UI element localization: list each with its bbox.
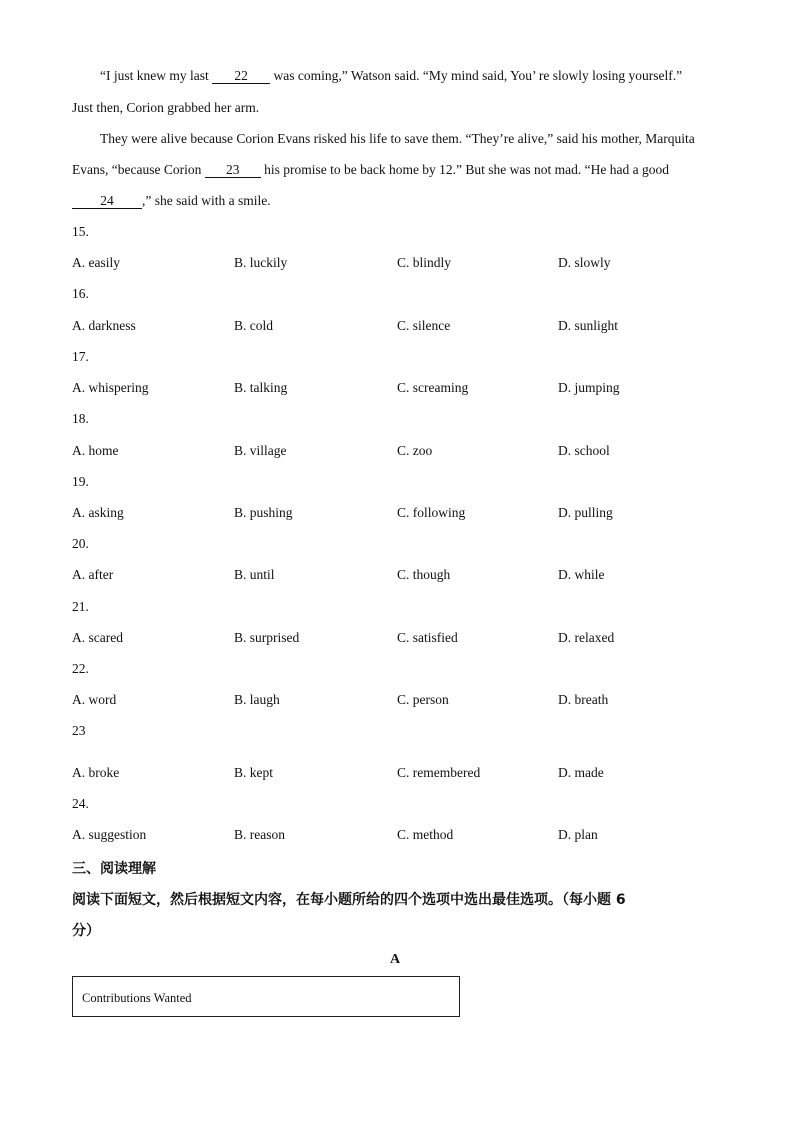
answer-option: B. luckily <box>234 255 288 270</box>
question-number: 18. <box>72 411 89 426</box>
answer-option: D. school <box>558 443 610 458</box>
blank-22: 22 <box>212 69 270 84</box>
answer-option: A. scared <box>72 630 123 645</box>
answer-option: A. darkness <box>72 318 136 333</box>
answer-option: C. blindly <box>397 255 452 270</box>
question-number: 16. <box>72 286 89 301</box>
question-number: 17. <box>72 349 89 364</box>
box-title: Contributions Wanted <box>82 991 192 1005</box>
blank-23: 23 <box>205 163 261 178</box>
question-number: 22. <box>72 661 89 676</box>
passage-text: his promise to be back home by 12.” But she was not mad. “He had a good <box>260 162 670 177</box>
answer-option: D. sunlight <box>558 318 619 333</box>
passage-line <box>100 68 682 84</box>
answer-option: D. pulling <box>558 505 613 520</box>
answer-option: B. reason <box>234 827 285 842</box>
answer-option: D. plan <box>558 827 598 842</box>
answer-option: B. until <box>234 567 275 582</box>
answer-option: C. method <box>397 827 454 842</box>
question-number: 19. <box>72 474 89 489</box>
answer-option: D. jumping <box>558 380 620 395</box>
question-number: 23 <box>72 723 86 738</box>
section-instruction-cont: 分） <box>72 923 100 939</box>
answer-option: D. relaxed <box>558 630 615 645</box>
answer-option: A. whispering <box>72 380 149 395</box>
answer-option: D. while <box>558 567 605 582</box>
passage-line: They were alive because Corion Evans risked his life to save them. “They’re alive,” said his mother, Marquita <box>100 131 695 146</box>
answer-option: B. village <box>234 443 287 458</box>
answer-option: A. home <box>72 443 119 458</box>
section-instruction: 阅读下面短文，然后根据短文内容，在每小题所给的四个选项中选出最佳选项。（每小题 6 <box>72 892 626 908</box>
answer-option: B. laugh <box>234 692 280 707</box>
answer-option: A. word <box>72 692 117 707</box>
answer-option: C. following <box>397 505 466 520</box>
question-number: 21. <box>72 599 89 614</box>
part-label: A <box>390 952 401 967</box>
answer-option: A. broke <box>72 765 120 780</box>
question-number: 20. <box>72 536 89 551</box>
answer-option: C. zoo <box>397 443 433 458</box>
answer-option: A. after <box>72 567 114 582</box>
answer-option: C. though <box>397 567 451 582</box>
answer-option: A. easily <box>72 255 120 270</box>
blank-24: 24 <box>72 194 142 209</box>
passage-text: “I just knew my last <box>100 68 213 83</box>
answer-option: D. slowly <box>558 255 611 270</box>
passage-text: was coming,” Watson said. “My mind said, You’ re slowly losing yourself.” <box>270 68 683 83</box>
passage-text: ,” she said with a smile. <box>142 193 271 208</box>
answer-option: D. breath <box>558 692 609 707</box>
answer-option: C. satisfied <box>397 630 458 645</box>
answer-option: C. person <box>397 692 449 707</box>
passage-text: Evans, “because Corion <box>72 162 205 177</box>
passage-line <box>72 193 271 209</box>
passage-line: Just then, Corion grabbed her arm. <box>72 100 260 115</box>
answer-option: C. screaming <box>397 380 469 395</box>
answer-option: B. pushing <box>234 505 293 520</box>
answer-option: D. made <box>558 765 604 780</box>
question-number: 15. <box>72 224 89 239</box>
answer-option: B. kept <box>234 765 273 780</box>
answer-option: B. cold <box>234 318 273 333</box>
answer-option: B. surprised <box>234 630 300 645</box>
section-heading: 三、阅读理解 <box>72 861 156 877</box>
answer-option: B. talking <box>234 380 288 395</box>
passage-line <box>72 162 669 178</box>
answer-option: A. asking <box>72 505 124 520</box>
answer-option: A. suggestion <box>72 827 147 842</box>
answer-option: C. remembered <box>397 765 481 780</box>
answer-option: C. silence <box>397 318 451 333</box>
contributions-box <box>72 976 460 1017</box>
question-number: 24. <box>72 796 89 811</box>
